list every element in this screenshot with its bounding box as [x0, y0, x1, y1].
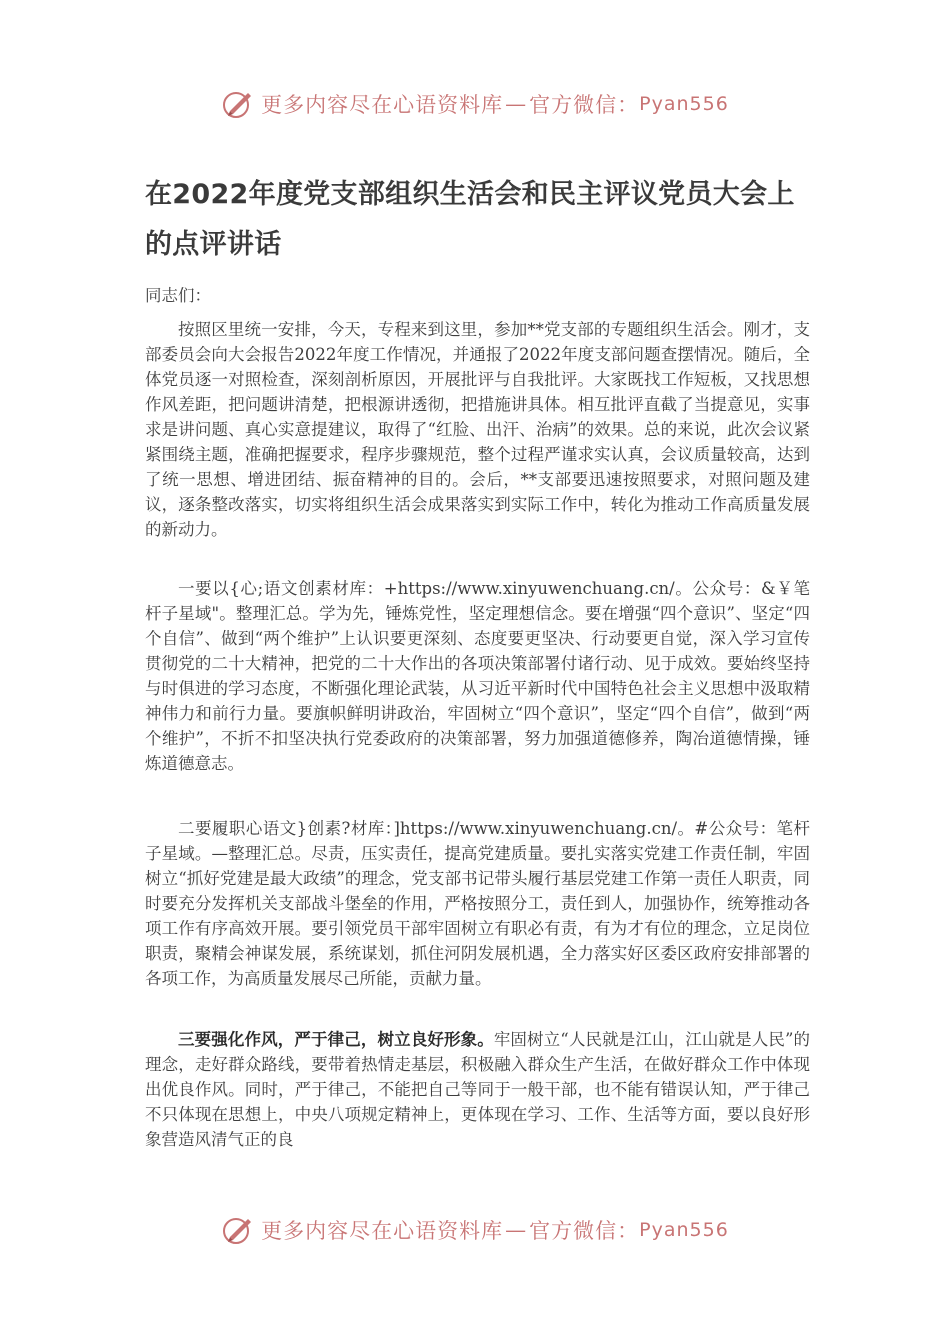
- body-paragraph-3: 二要履职心语文}创素?材库：]https://www.xinyuwenchuang.cn/。#公众号：笔杆子星域。—整理汇总。尽责，压实责任，提高党建质量。要扎实落实党建工作责任制，牢固树立“抓好党建是最大政绩”的理念，党支部书记带头履行基层党建工作第一责任人职责，同时要充分发挥机关支部战斗堡垒的作用，严格按照分工，责任到人，加强协作，统筹推动各项工作有序高效开展。要引领党员干部牢固树立有职必有责，有为才有位的理念，立足岗位职责，聚精会神谋发展，系统谋划，抓住河阴发展机遇，全力落实好区委区政府安排部署的各项工作，为高质量发展尽己所能，贡献力量。: [145, 819, 810, 988]
- watermark-text: 更多内容尽在心语资料库: [261, 1219, 504, 1243]
- watermark-code: Pyan556: [639, 1219, 729, 1241]
- pen-logo-icon: [221, 87, 255, 121]
- body-paragraph-2: 一要以{心;语文创素材库：+https://www.xinyuwenchuang.cn/。公众号：&￥笔杆子星域"。整理汇总。学为先，锤炼党性，坚定理想信念。要在增强“四个意识”、坚定“四个自信”、做到“两个维护”上认识要更深刻、态度要更坚决、行动要更自觉，深入学习宣传贯彻党的二十大精神，把党的二十大作出的各项决策部署付诸行动、见于成效。要始终坚持与时俱进的学习态度，不断强化理论武装，从习近平新时代中国特色社会主义思想中汲取精神伟力和前行力量。要旗帜鲜明讲政治，牢固树立“四个意识”，坚定“四个自信”，做到“两个维护”，不折不扣坚决执行党委政府的决策部署，努力加强道德修养，陶冶道德情操，锤炼道德意志。: [145, 579, 810, 773]
- body-paragraph-1: 按照区里统一安排，今天，专程来到这里，参加**党支部的专题组织生活会。刚才，支部委员会向大会报告2022年度工作情况，并通报了2022年度支部问题查摆情况。随后，全体党员逐一对照检查，深刻剖析原因，开展批评与自我批评。大家既找工作短板，又找思想作风差距，把问题讲清楚，把根源讲透彻，把措施讲具体。相互批评直截了当提意见，实事求是讲问题、真心实意提建议，取得了“红脸、出汗、治病”的效果。总的来说，此次会议紧紧围绕主题，准确把握要求，程序步骤规范，整个过程严谨求实认真，会议质量较高，达到了统一思想、增进团结、振奋精神的目的。会后，**支部要迅速按照要求，对照问题及建议，逐条整改落实，切实将组织生活会成果落实到实际工作中，转化为推动工作高质量发展的新动力。: [145, 320, 810, 539]
- watermark-footer: [0, 1210, 950, 1250]
- watermark-official: 官方微信：: [529, 1219, 640, 1243]
- watermark-separator: —: [505, 92, 528, 116]
- paragraph-4-heading: 三要强化作风，严于律己，树立良好形象。: [178, 1030, 494, 1049]
- page-title: 在2022年度党支部组织生活会和民主评议党员大会上的点评讲话: [145, 179, 795, 260]
- salutation: 同志们：: [145, 286, 211, 305]
- watermark-official: 官方微信：: [529, 93, 640, 117]
- body-paragraph-4: [145, 1027, 810, 1152]
- watermark-code: Pyan556: [639, 93, 729, 115]
- watermark-text: 更多内容尽在心语资料库: [261, 93, 504, 117]
- paragraph-4-text: 牢固树立“人民就是江山，江山就是人民”的理念，走好群众路线，要带着热情走基层，积极融入群众生产生活，在做好群众工作中体现出优良作风。同时，严于律己，不能把自己等同于一般干部，也不能有错误认知，严于律己不只体现在思想上，中央八项规定精神上，更体现在学习、工作、生活等方面，要以良好形象营造风清气正的良: [145, 1030, 810, 1149]
- watermark-separator: —: [505, 1218, 528, 1242]
- pen-logo-icon: [221, 1213, 255, 1247]
- watermark-header: [0, 84, 950, 124]
